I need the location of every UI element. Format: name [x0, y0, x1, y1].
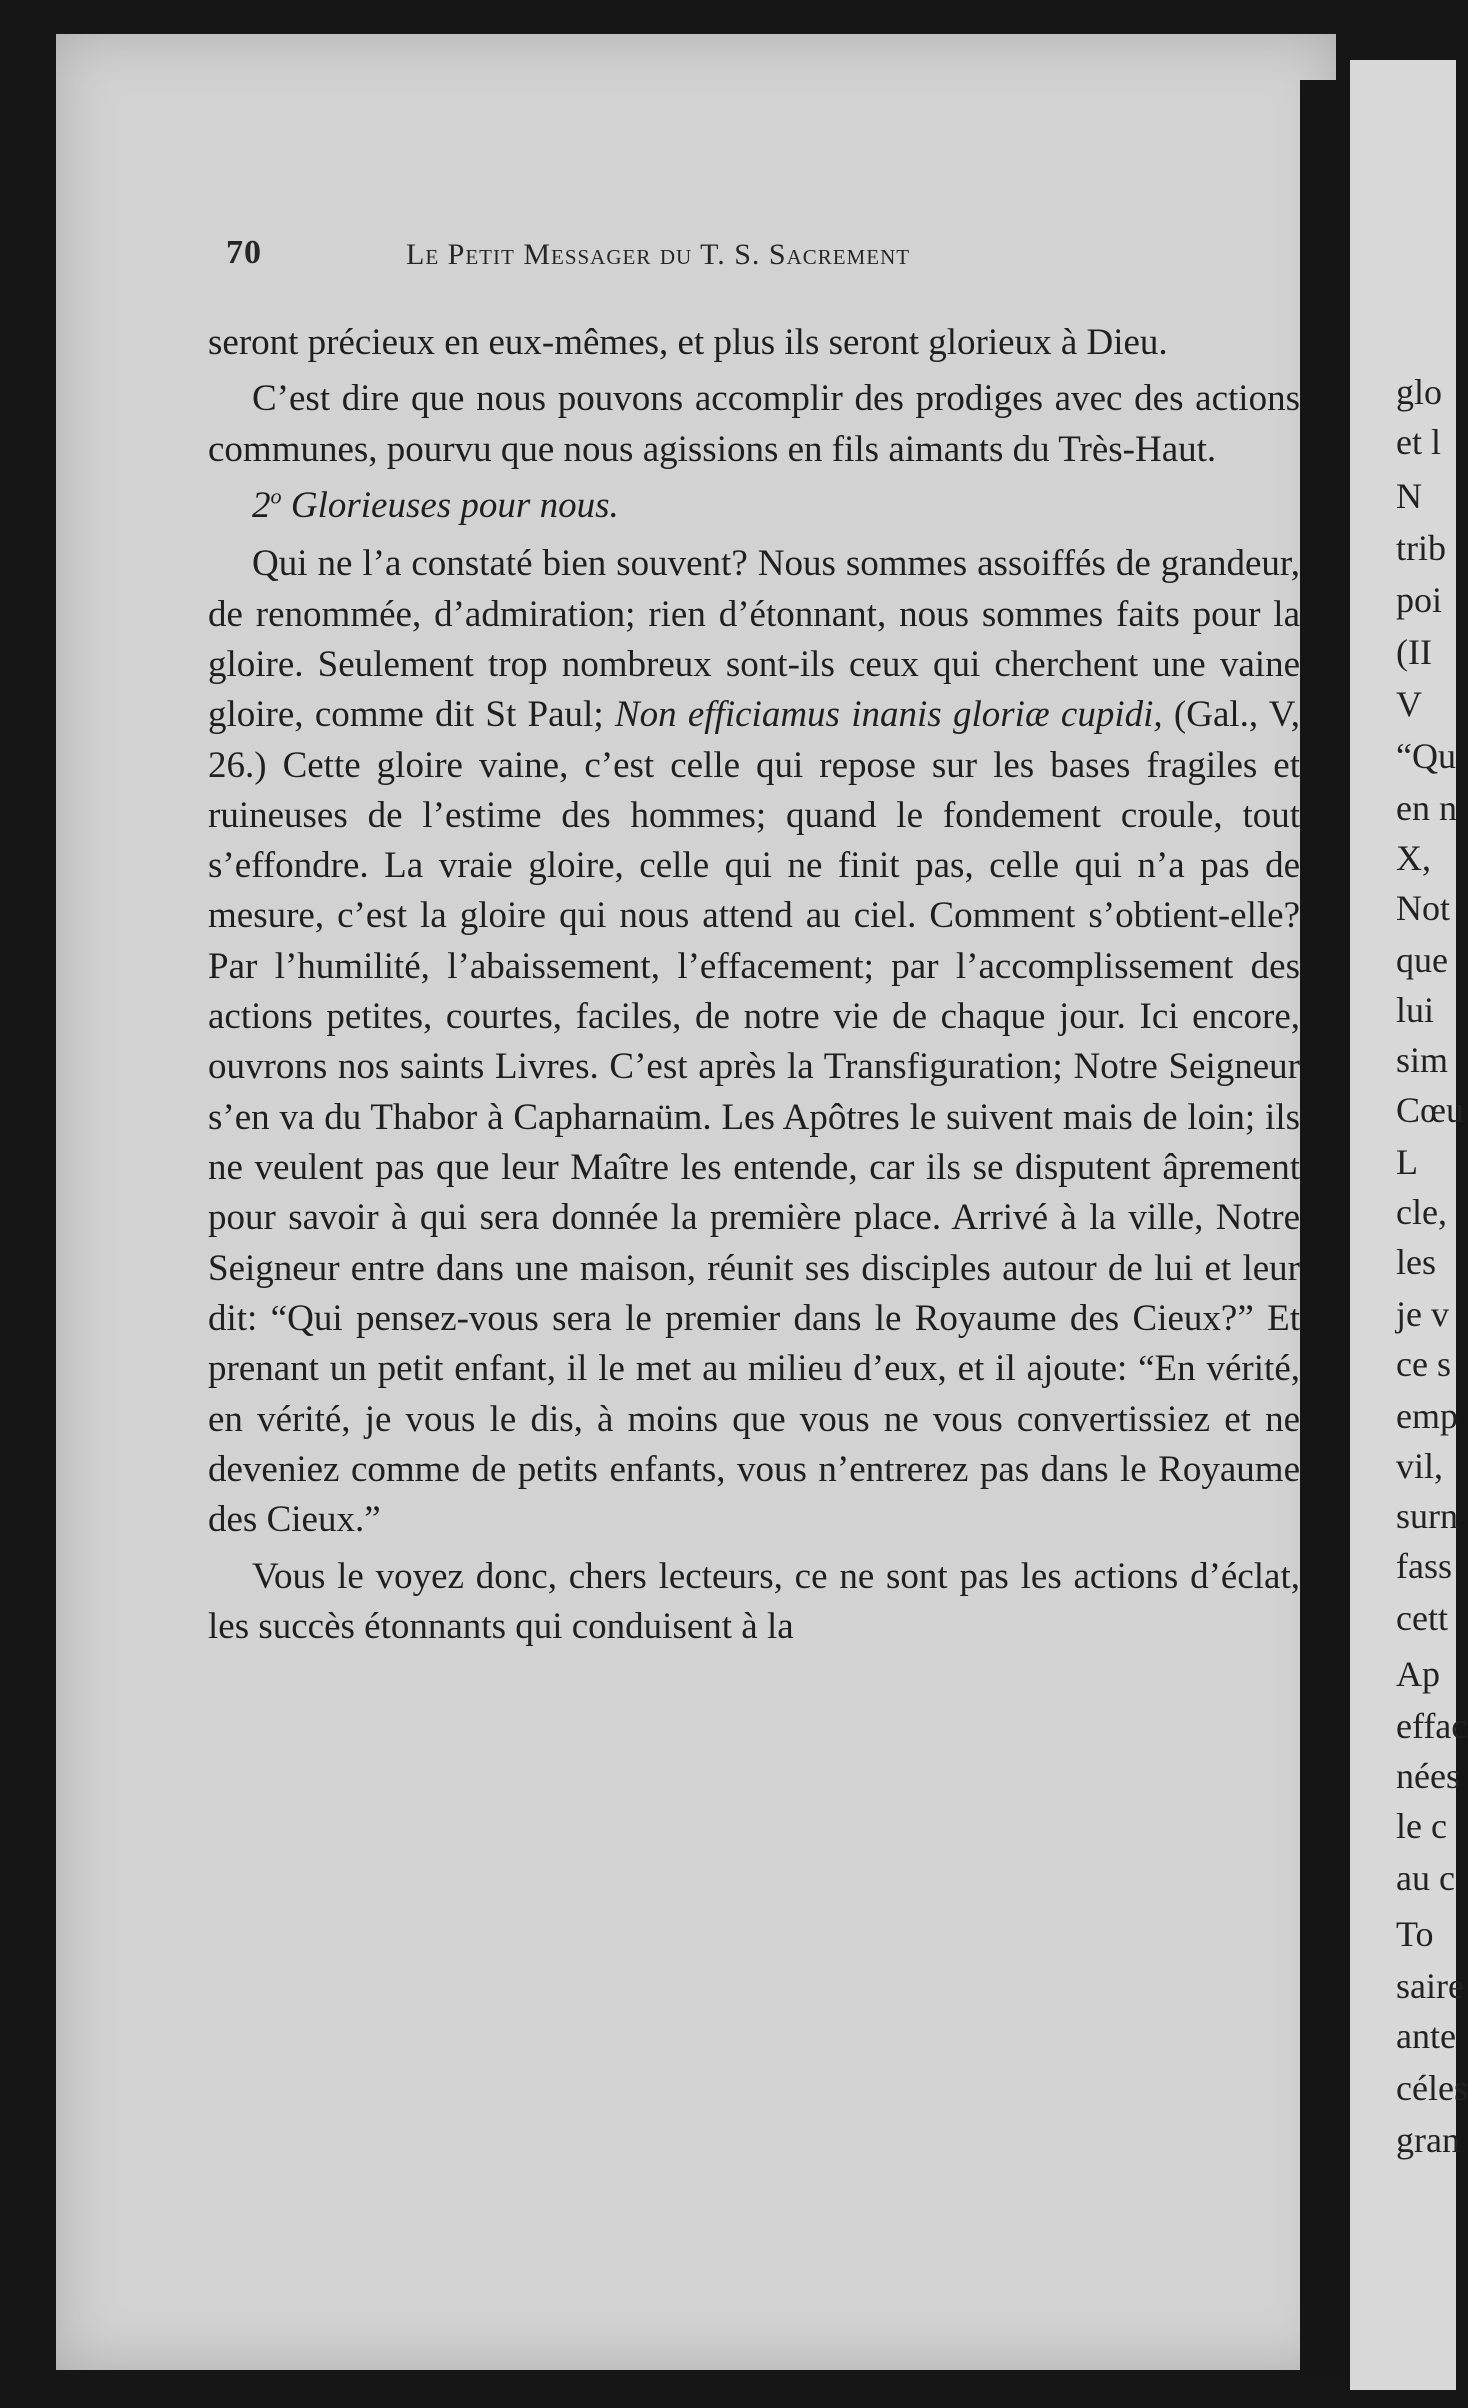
book-gutter	[1300, 80, 1348, 2380]
adjacent-page-line: X,	[1396, 838, 1431, 878]
section-heading	[208, 481, 1300, 531]
adjacent-page-line: céles	[1396, 2068, 1468, 2108]
adjacent-page-line: emp	[1396, 1396, 1458, 1436]
section-heading-number: 2	[252, 484, 271, 526]
adjacent-page-line: et l	[1396, 422, 1441, 462]
running-header	[226, 234, 1126, 284]
adjacent-page-line: V	[1396, 684, 1422, 724]
adjacent-page-line: que	[1396, 940, 1448, 980]
adjacent-page-line: sim	[1396, 1040, 1449, 1080]
adjacent-page-line: le c	[1396, 1806, 1447, 1846]
adjacent-page-line: poi	[1396, 580, 1443, 620]
latin-quote: Non efficiamus inanis gloriæ cupidi,	[614, 694, 1163, 736]
adjacent-page-line: L	[1396, 1142, 1418, 1182]
body-text	[208, 318, 1300, 1658]
paragraph: C’est dire que nous pouvons accomplir des prodiges avec des actions communes, pourvu que nous agissions en fils aimants du Très-Haut.	[208, 378, 1300, 470]
adjacent-page-line: “Qu	[1396, 736, 1456, 776]
adjacent-page-line: ante	[1396, 2016, 1456, 2056]
adjacent-page-line: Cœu	[1396, 1090, 1465, 1130]
adjacent-page-line: en n	[1396, 788, 1457, 828]
adjacent-page-line: nées	[1396, 1756, 1460, 1796]
adjacent-page-line: gran	[1396, 2120, 1460, 2160]
adjacent-page-line: trib	[1396, 528, 1446, 568]
paragraph	[208, 539, 1300, 1545]
adjacent-page-line: Not	[1396, 888, 1450, 928]
paragraph-text: (Gal., V, 26.) Cette gloire vaine, c’est celle qui repose sur les bases fragiles et ruineuses de l’estime des hommes; quand le fondement croule, tout s’effondre. La vraie gloire, celle qui ne finit pas, celle qui n’a pas de mesure, c’est la gloire qui nous attend au ciel. Comment s’obtient-elle? Par l’humilité, l’abaissement, l’effacement; par l’accomplissement des actions petites, courtes, faciles, de notre vie de chaque jour. Ici encore, ouvrons nos saints Livres. C’est après la Transfiguration; Notre Seigneur s’en va du Thabor à Capharnaüm. Les Apôtres le suivent mais de loin; ils ne veulent pas que leur Maître les entende, car ils se disputent âprement pour savoir à qui sera donnée la première place. Arrivé à la ville, Notre Seigneur entre dans une maison, réunit ses disciples autour de lui et leur dit: “Qui pensez-vous sera le premier dans le Royaume des Cieux?” Et prenant un petit enfant, il le met au milieu d’eux, et il ajoute: “En vérité, en vérité, je vous le dis, à moins que vous ne vous convertissiez et ne deveniez comme de petits enfants, vous n’entrerez pas dans le Royaume des Cieux.”	[208, 694, 1300, 1541]
adjacent-page-line: effac	[1396, 1706, 1468, 1746]
adjacent-page-line: surn	[1396, 1496, 1458, 1536]
page-number: 70	[226, 234, 262, 271]
adjacent-page-line: fass	[1396, 1546, 1452, 1586]
adjacent-page-line: (II	[1396, 632, 1432, 672]
adjacent-page-line: vil,	[1396, 1446, 1444, 1486]
section-heading-degree: o	[270, 483, 282, 509]
adjacent-page-line: glo	[1396, 372, 1443, 412]
adjacent-page-line: Ap	[1396, 1654, 1440, 1694]
adjacent-page-line: ce s	[1396, 1344, 1451, 1384]
adjacent-page-line: saire	[1396, 1966, 1464, 2006]
paragraph: Vous le voyez donc, chers lecteurs, ce ne sont pas les actions d’éclat, les succès étonnants qui conduisent à la	[208, 1555, 1300, 1647]
adjacent-page-line: je v	[1396, 1294, 1449, 1334]
section-heading-text: Glorieuses pour nous.	[290, 484, 619, 526]
adjacent-page-line: cle,	[1396, 1192, 1447, 1232]
adjacent-page-line: au c	[1396, 1858, 1455, 1898]
adjacent-page-line: lui	[1396, 990, 1435, 1030]
adjacent-page-line: cett	[1396, 1598, 1448, 1638]
adjacent-page-line: les	[1396, 1242, 1436, 1282]
adjacent-page-line: N	[1396, 476, 1422, 516]
paragraph-continued: seront précieux en eux-mêmes, et plus ils seront glorieux à Dieu.	[208, 322, 1168, 363]
running-title: Le Petit Messager du T. S. Sacrement	[406, 238, 911, 271]
adjacent-page-line: To	[1396, 1914, 1434, 1954]
paragraph-text: Qui ne l’a constaté bien souvent? Nous sommes assoiffés de grandeur, de renommée, d’admiration; rien d’étonnant, nous sommes faits pour la gloire. Seulement trop nombreux sont-ils ceux qui cherchent une vaine gloire, comme dit St Paul;	[208, 543, 1300, 736]
adjacent-page	[1350, 60, 1468, 2390]
